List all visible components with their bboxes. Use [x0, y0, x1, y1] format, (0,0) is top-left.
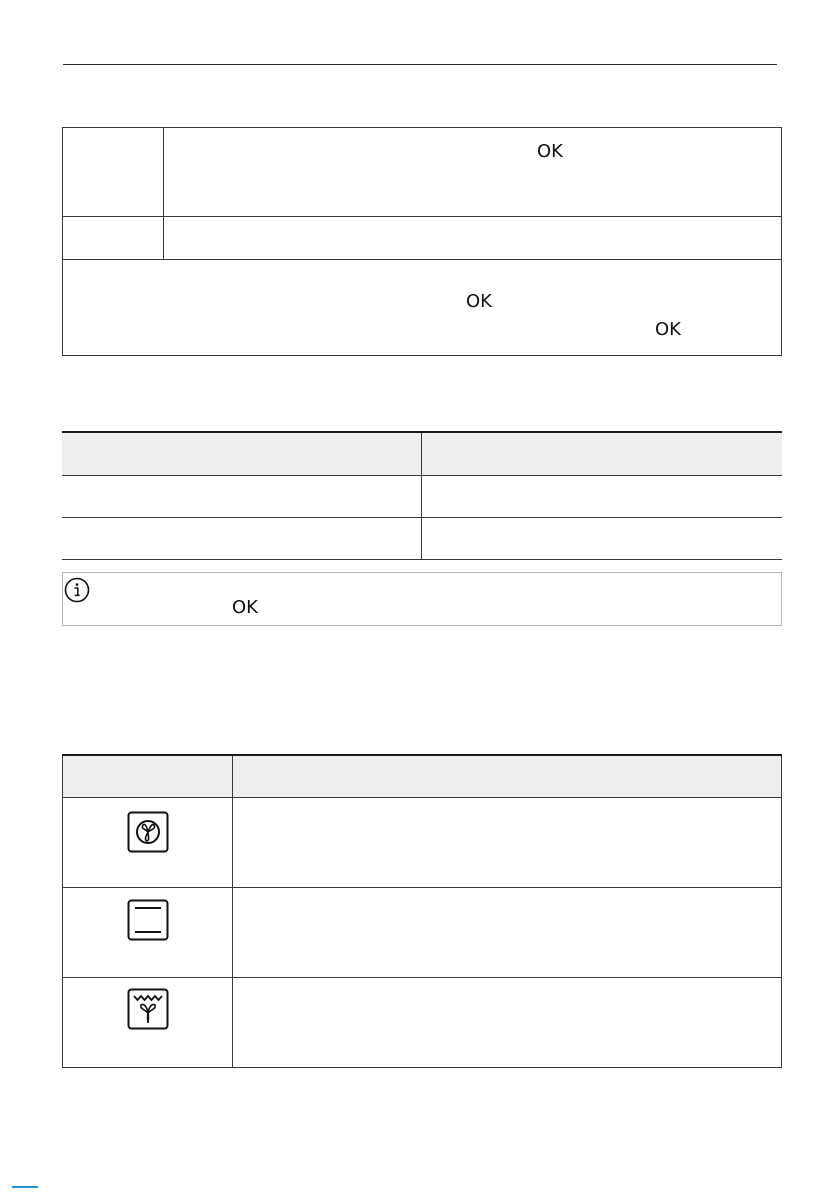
functions-table-col-divider [232, 756, 233, 1068]
pizza-function-icon [127, 988, 169, 1030]
functions-table-header [62, 756, 782, 797]
functions-table-bottom-rule [62, 1067, 782, 1068]
options-table-row-divider-1 [62, 475, 782, 476]
options-table-col-divider [421, 433, 422, 559]
ok-label: OK [466, 291, 492, 312]
true-fan-cooking-icon [127, 811, 169, 853]
info-icon [64, 577, 90, 603]
ok-label: OK [537, 141, 563, 162]
functions-table-right-border [781, 756, 782, 1068]
functions-table-row-divider-1 [62, 797, 782, 798]
info-note [62, 572, 782, 626]
options-table-header [62, 433, 782, 475]
conventional-cooking-icon [127, 899, 169, 941]
functions-table-top-rule [62, 754, 782, 756]
settings-table-row-divider-2 [62, 259, 782, 260]
ok-label: OK [655, 319, 681, 340]
functions-table-row-divider-2 [62, 887, 782, 888]
functions-table-row-divider-3 [62, 977, 782, 978]
page-edge-mark [12, 1186, 38, 1188]
settings-table-row-divider-1 [62, 216, 782, 217]
functions-table-left-border [62, 756, 63, 1068]
ok-label: OK [232, 597, 258, 618]
options-table-row-divider-2 [62, 517, 782, 518]
settings-table-col-divider [163, 127, 164, 260]
header-rule [63, 64, 777, 65]
options-table-bottom-rule [62, 559, 782, 560]
options-table-top-rule [62, 431, 782, 433]
